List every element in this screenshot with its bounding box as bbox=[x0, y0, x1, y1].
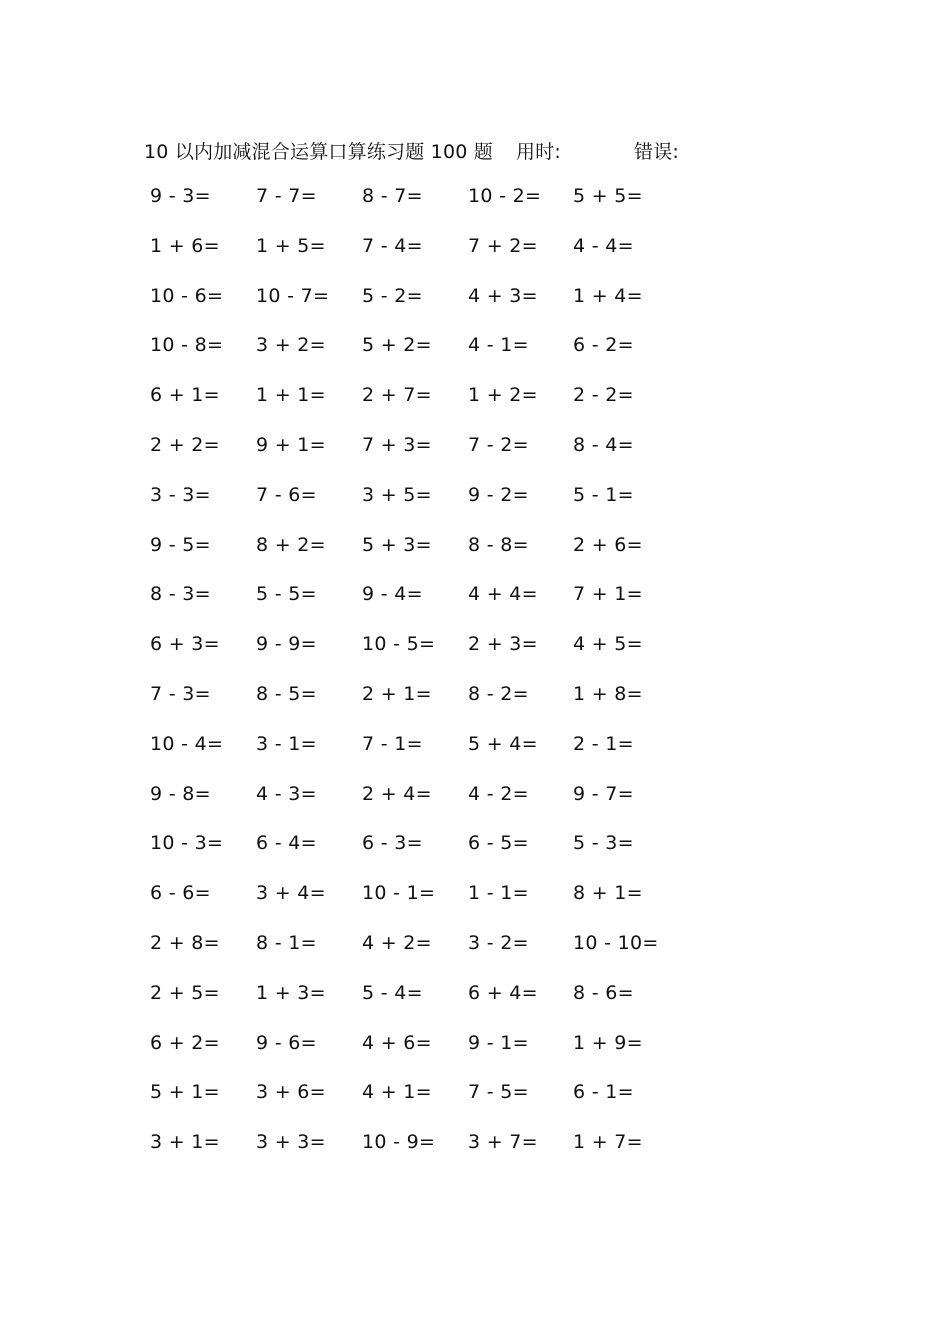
math-problem: 2 + 8= bbox=[150, 931, 220, 954]
math-problem: 8 + 1= bbox=[573, 882, 643, 905]
math-problem: 9 - 6= bbox=[256, 1031, 317, 1054]
math-problem: 3 + 5= bbox=[362, 483, 432, 506]
math-problem: 7 - 5= bbox=[468, 1081, 529, 1104]
math-problem: 1 + 4= bbox=[573, 284, 643, 307]
math-problem: 1 - 1= bbox=[468, 882, 529, 905]
math-problem: 2 + 4= bbox=[362, 782, 432, 805]
math-problem: 10 - 4= bbox=[150, 732, 224, 755]
math-problem: 8 - 2= bbox=[468, 682, 529, 705]
math-problem: 4 + 4= bbox=[468, 583, 538, 606]
math-problem: 6 - 6= bbox=[150, 882, 211, 905]
math-problem: 1 + 3= bbox=[256, 981, 326, 1004]
math-problem: 2 + 2= bbox=[150, 433, 220, 456]
math-problem: 10 - 9= bbox=[362, 1131, 436, 1154]
math-problem: 2 + 1= bbox=[362, 682, 432, 705]
math-problem: 7 + 2= bbox=[468, 234, 538, 257]
math-problem: 7 - 1= bbox=[362, 732, 423, 755]
math-problem: 9 - 5= bbox=[150, 533, 211, 556]
math-problem: 1 + 1= bbox=[256, 384, 326, 407]
math-problem: 5 + 1= bbox=[150, 1081, 220, 1104]
math-problem: 7 - 6= bbox=[256, 483, 317, 506]
math-problem: 9 - 7= bbox=[573, 782, 634, 805]
math-problem: 6 + 1= bbox=[150, 384, 220, 407]
math-problem: 3 + 4= bbox=[256, 882, 326, 905]
math-problem: 1 + 6= bbox=[150, 234, 220, 257]
math-problem: 3 + 6= bbox=[256, 1081, 326, 1104]
math-problem: 4 + 1= bbox=[362, 1081, 432, 1104]
math-problem: 3 + 7= bbox=[468, 1131, 538, 1154]
error-count-label: 错误: bbox=[634, 141, 680, 163]
math-problem: 2 + 5= bbox=[150, 981, 220, 1004]
math-problem: 4 - 3= bbox=[256, 782, 317, 805]
math-problem: 5 + 4= bbox=[468, 732, 538, 755]
math-problem: 9 - 1= bbox=[468, 1031, 529, 1054]
math-problem: 8 - 6= bbox=[573, 981, 634, 1004]
math-problem: 2 - 1= bbox=[573, 732, 634, 755]
math-problem: 6 + 4= bbox=[468, 981, 538, 1004]
math-problem: 9 - 8= bbox=[150, 782, 211, 805]
math-problem: 4 - 1= bbox=[468, 334, 529, 357]
math-problem: 3 + 3= bbox=[256, 1131, 326, 1154]
math-problem: 8 - 7= bbox=[362, 185, 423, 207]
math-problem: 9 - 2= bbox=[468, 483, 529, 506]
math-problem: 5 - 4= bbox=[362, 981, 423, 1004]
math-problem: 6 - 5= bbox=[468, 832, 529, 855]
math-problem: 3 - 1= bbox=[256, 732, 317, 755]
math-problem: 10 - 7= bbox=[256, 284, 330, 307]
math-problem: 4 + 2= bbox=[362, 931, 432, 954]
math-problem: 10 - 10= bbox=[573, 931, 659, 954]
math-problem: 2 + 7= bbox=[362, 384, 432, 407]
math-problem: 6 - 4= bbox=[256, 832, 317, 855]
worksheet-title: 10 以内加减混合运算口算练习题 100 题 bbox=[144, 141, 493, 163]
math-problem: 5 - 1= bbox=[573, 483, 634, 506]
math-problem: 7 - 3= bbox=[150, 682, 211, 705]
math-problem: 9 - 3= bbox=[150, 185, 211, 207]
math-problem: 4 + 3= bbox=[468, 284, 538, 307]
math-problem: 3 + 1= bbox=[150, 1131, 220, 1154]
math-problem: 5 + 3= bbox=[362, 533, 432, 556]
math-problem: 6 - 1= bbox=[573, 1081, 634, 1104]
math-problem: 10 - 3= bbox=[150, 832, 224, 855]
time-used-label: 用时: bbox=[516, 141, 562, 163]
math-problem: 1 + 9= bbox=[573, 1031, 643, 1054]
math-problem: 5 + 2= bbox=[362, 334, 432, 357]
math-problem: 10 - 2= bbox=[468, 185, 542, 207]
math-problem: 8 + 2= bbox=[256, 533, 326, 556]
math-problem: 5 + 5= bbox=[573, 185, 643, 207]
math-problem: 9 - 9= bbox=[256, 633, 317, 656]
math-problem: 2 - 2= bbox=[573, 384, 634, 407]
math-problem: 5 - 3= bbox=[573, 832, 634, 855]
math-problem: 2 + 3= bbox=[468, 633, 538, 656]
math-problem: 4 - 2= bbox=[468, 782, 529, 805]
math-problem: 5 - 2= bbox=[362, 284, 423, 307]
math-problem: 8 - 5= bbox=[256, 682, 317, 705]
math-problem: 10 - 6= bbox=[150, 284, 224, 307]
math-problem: 7 - 4= bbox=[362, 234, 423, 257]
math-problem: 3 - 3= bbox=[150, 483, 211, 506]
math-problem: 1 + 7= bbox=[573, 1131, 643, 1154]
math-problem: 8 - 8= bbox=[468, 533, 529, 556]
math-problem: 10 - 8= bbox=[150, 334, 224, 357]
math-problem: 9 + 1= bbox=[256, 433, 326, 456]
math-problem: 3 + 2= bbox=[256, 334, 326, 357]
math-problem: 1 + 8= bbox=[573, 682, 643, 705]
math-problem: 7 + 1= bbox=[573, 583, 643, 606]
math-problem: 10 - 1= bbox=[362, 882, 436, 905]
math-problem: 8 - 3= bbox=[150, 583, 211, 606]
math-problem: 4 + 6= bbox=[362, 1031, 432, 1054]
math-problem: 6 + 2= bbox=[150, 1031, 220, 1054]
math-problem: 8 - 4= bbox=[573, 433, 634, 456]
math-problem: 8 - 1= bbox=[256, 931, 317, 954]
math-problem: 1 + 5= bbox=[256, 234, 326, 257]
math-problem: 10 - 5= bbox=[362, 633, 436, 656]
math-problem: 5 - 5= bbox=[256, 583, 317, 606]
math-problem: 7 - 2= bbox=[468, 433, 529, 456]
math-problem: 6 - 2= bbox=[573, 334, 634, 357]
math-problem: 7 + 3= bbox=[362, 433, 432, 456]
math-problem: 4 - 4= bbox=[573, 234, 634, 257]
math-problem: 9 - 4= bbox=[362, 583, 423, 606]
math-problem: 2 + 6= bbox=[573, 533, 643, 556]
math-problem: 1 + 2= bbox=[468, 384, 538, 407]
math-problem: 7 - 7= bbox=[256, 185, 317, 207]
math-problem: 3 - 2= bbox=[468, 931, 529, 954]
math-problem: 6 + 3= bbox=[150, 633, 220, 656]
worksheet-header bbox=[144, 137, 680, 164]
math-problem: 4 + 5= bbox=[573, 633, 643, 656]
math-problem: 6 - 3= bbox=[362, 832, 423, 855]
